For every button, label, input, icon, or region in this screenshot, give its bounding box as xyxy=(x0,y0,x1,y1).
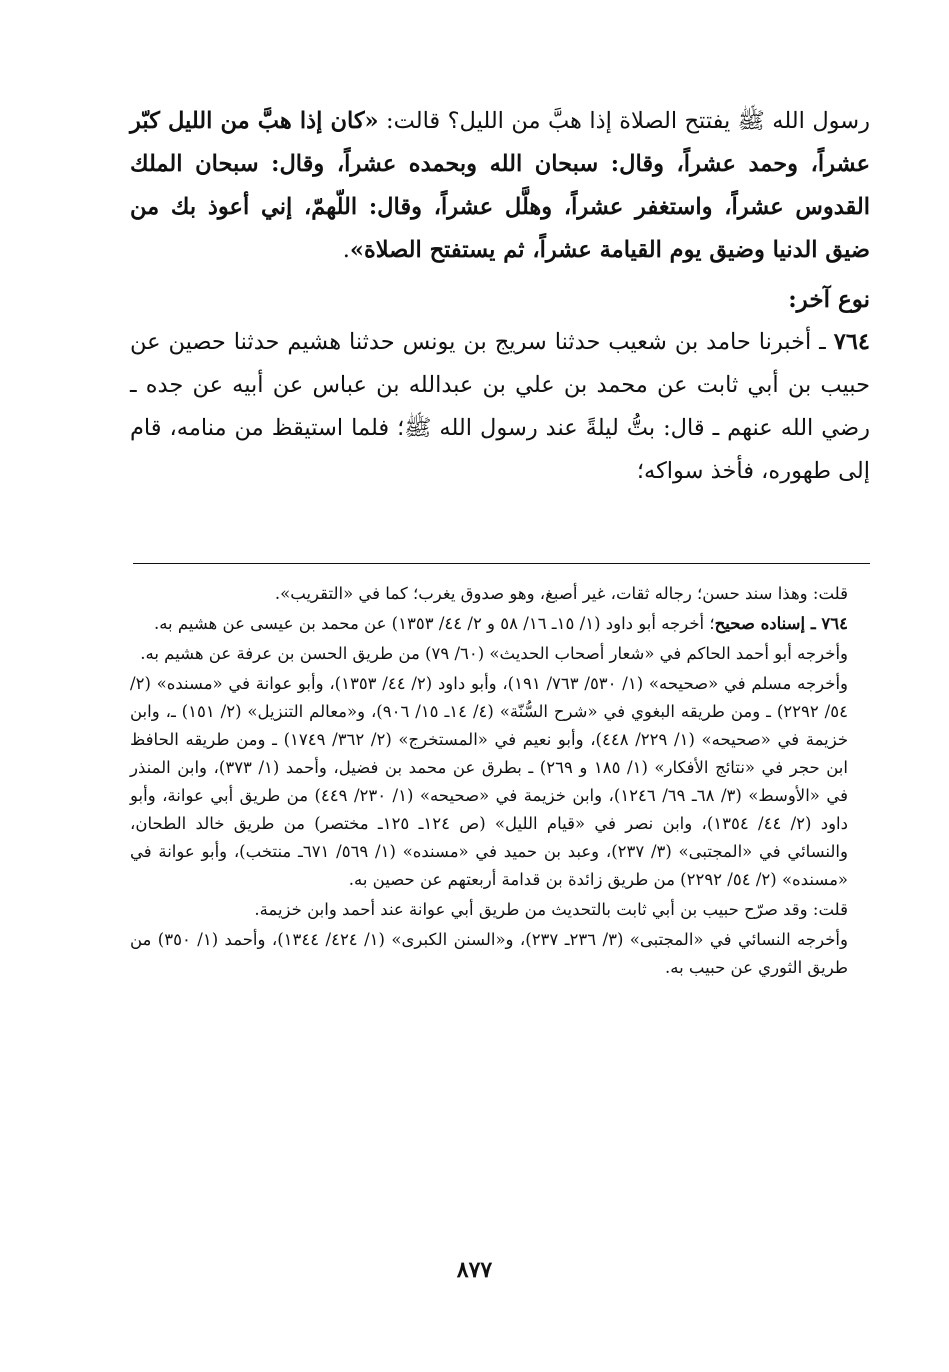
footnote-2-text: ؛ أخرجه أبو داود (١/ ١٥ـ ١٦/ ٥٨ و ٢/ ٤٤/ ١٣٥٣) عن محمد بن عيسى عن هشيم به. xyxy=(153,614,715,633)
hadith-quote: «كان إذا هبَّ من الليل كبّر عشراً، وحمد عشراً، وقال: سبحان الله وبحمده عشراً، وقال: سبحان الملك القدوس عشراً، واستغفر عشراً، وهلَّل عشراً، وقال: اللّهمّ، إني أعوذ بك من ضيق الدنيا وضيق يوم القيامة عشراً، ثم يستفتح الصلاة» xyxy=(130,108,870,263)
paragraph-hadith-763-end xyxy=(130,100,870,272)
main-text xyxy=(130,100,870,493)
footnote-hadith-number: ٧٦٤ xyxy=(821,614,848,633)
footnote-6: وأخرجه النسائي في «المجتبى» (٣/ ٢٣٦ـ ٢٣٧)، و«السنن الكبرى» (١/ ٤٢٤/ ١٣٤٤)، وأحمد (١/ ٣٥٠) من طريق الثوري عن حبيب به. xyxy=(130,930,848,977)
footnote-1: قلت: وهذا سند حسن؛ رجاله ثقات، غير أصبغ، وهو صدوق يغرب؛ كما في «التقريب». xyxy=(274,584,848,603)
page-number: ٨٧٧ xyxy=(456,1257,493,1283)
footnote-5: قلت: وقد صرّح حبيب بن أبي ثابت بالتحديث من طريق أبي عوانة عند أحمد وابن خزيمة. xyxy=(254,900,848,919)
sentence-end: . xyxy=(342,237,350,263)
narration-intro: رسول الله ﷺ يفتتح الصلاة إذا هبَّ من الليل؟ قالت: xyxy=(378,108,871,134)
footnote-3: وأخرجه أبو أحمد الحاكم في «شعار أصحاب الحديث» (٦٠/ ٧٩) من طريق الحسن بن عرفة عن هشيم به. xyxy=(140,644,848,663)
footnote-4: وأخرجه مسلم في «صحيحه» (١/ ٥٣٠/ ٧٦٣/ ١٩١)، وأبو داود (٢/ ٤٤/ ١٣٥٣)، وأبو عوانة في «مسنده» (٢/ ٥٤/ ٢٢٩٢) ـ ومن طريقه البغوي في «شرح السُّنّة» (٤/ ١٤ـ ١٥/ ٩٠٦)، و«معالم التنزيل» (٢/ ١٥١) ـ، وابن خزيمة في «صحيحه» (١/ ٢٢٩/ ٤٤٨)، وأبو نعيم في «المستخرج» (٢/ ٣٦٢/ ١٧٤٩) ـ ومن طريقه الحافظ ابن حجر في «نتائج الأفكار» (١/ ١٨٥ و ٢٦٩) ـ بطرق عن محمد بن فضيل، وأحمد (١/ ٣٧٣)، وابن المنذر في «الأوسط» (٣/ ٦٨ـ ٦٩/ ١٢٤٦)، وابن خزيمة في «صحيحه» (١/ ٢٣٠/ ٤٤٩) من طريق أبي عوانة، وأبو داود (٢/ ٤٤/ ١٣٥٤)، وابن نصر في «قيام الليل» (ص ١٢٤ـ ١٢٥ـ مختصر) من طريق خالد الطحان، والنسائي في «المجتبى» (٣/ ٢٣٧)، وعبد بن حميد في «مسنده» (١/ ٥٦٩/ ٦٧١ـ منتخب)، وأبو عوانة في «مسنده» (٢/ ٥٤/ ٢٢٩٢) من طريق زائدة بن قدامة أربعتهم عن حصين به. xyxy=(130,674,849,889)
hadith-number: ٧٦٤ xyxy=(833,329,870,355)
footnote-verdict: ـ إسناده صحيح xyxy=(714,614,822,633)
footnote-2 xyxy=(130,610,872,638)
hadith-text: ـ أخبرنا حامد بن شعيب حدثنا سريج بن يونس حدثنا هشيم حدثنا حصين عن حبيب بن أبي ثابت عن محمد بن علي بن عبدالله بن عباس عن أبيه عن جده ـ رضي الله عنهم ـ قال: بتُّ ليلةً عند رسول الله ﷺ؛ فلما استيقظ من منامه، قام إلى طهوره، فأخذ سواكه؛ xyxy=(130,329,870,484)
paragraph-hadith-764 xyxy=(130,321,870,493)
section-heading: نوع آخر: xyxy=(788,286,870,313)
footnote-divider xyxy=(133,563,870,564)
footnotes xyxy=(130,580,872,984)
